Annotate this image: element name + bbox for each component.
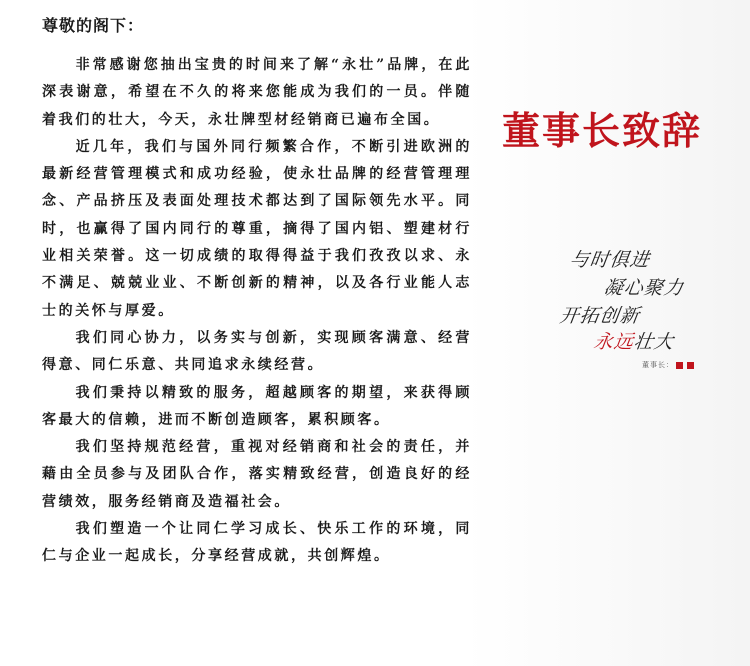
- letter-body: [42, 14, 472, 571]
- page-title: 董事长致辞: [502, 109, 703, 153]
- seal-stamp-icon: [676, 362, 683, 369]
- paragraph-6: 我们塑造一个让同仁学习成长、快乐工作的环境，同仁与企业一起成长，分享经营成就，共创辉煌。: [42, 521, 472, 565]
- motto-line-4-black: 壮大: [632, 331, 676, 353]
- salutation: 尊敬的阁下：: [42, 16, 145, 35]
- motto-line-2: 凝心聚力: [602, 277, 686, 299]
- paragraph-5: 我们坚持规范经营，重视对经销商和社会的责任，并藉由全员参与及团队合作，落实精致经营，创造良好的经营绩效，服务经销商及造福社会。: [42, 439, 472, 510]
- paragraph-3: 我们同心协力，以务实与创新，实现顾客满意、经营得意、同仁乐意、共同追求永续经营。: [42, 329, 472, 374]
- seal-stamp-icon-2: [687, 362, 694, 369]
- paragraph-4: 我们秉持以精致的服务，超越顾客的期望，来获得顾客最大的信赖，进而不断创造顾客，累积顾客。: [42, 384, 472, 428]
- paragraph-2: 近几年，我们与国外同行频繁合作，不断引进欧洲的最新经营管理模式和成功经验，使永壮品牌的经营管理理念、产品挤压及表面处理技术都达到了国际领先水平。同时，也赢得了国内同行的尊重，摘得了国内铝、塑建材行业相关荣誉。这一切成绩的取得得益于我们孜孜以求、永不满足、兢兢业业、不断创新的精神，以及各行业能人志士的关怀与厚爱。: [42, 138, 472, 319]
- paragraph-1: 非常感谢您抽出宝贵的时间来了解“永壮”品牌，在此深表谢意，希望在不久的将来您能成为我们的一员。伴随着我们的壮大，今天，永壮牌型材经销商已遍布全国。: [42, 57, 472, 128]
- signature: [642, 360, 696, 370]
- motto-line-4-red: 永远: [592, 331, 636, 353]
- motto-line-1: 与时俱进: [568, 249, 652, 271]
- motto-line-3: 开拓创新: [558, 305, 642, 327]
- calligraphy-motto: [560, 245, 710, 375]
- signature-label: 董事长：: [642, 361, 674, 369]
- motto-line-4: [592, 327, 676, 354]
